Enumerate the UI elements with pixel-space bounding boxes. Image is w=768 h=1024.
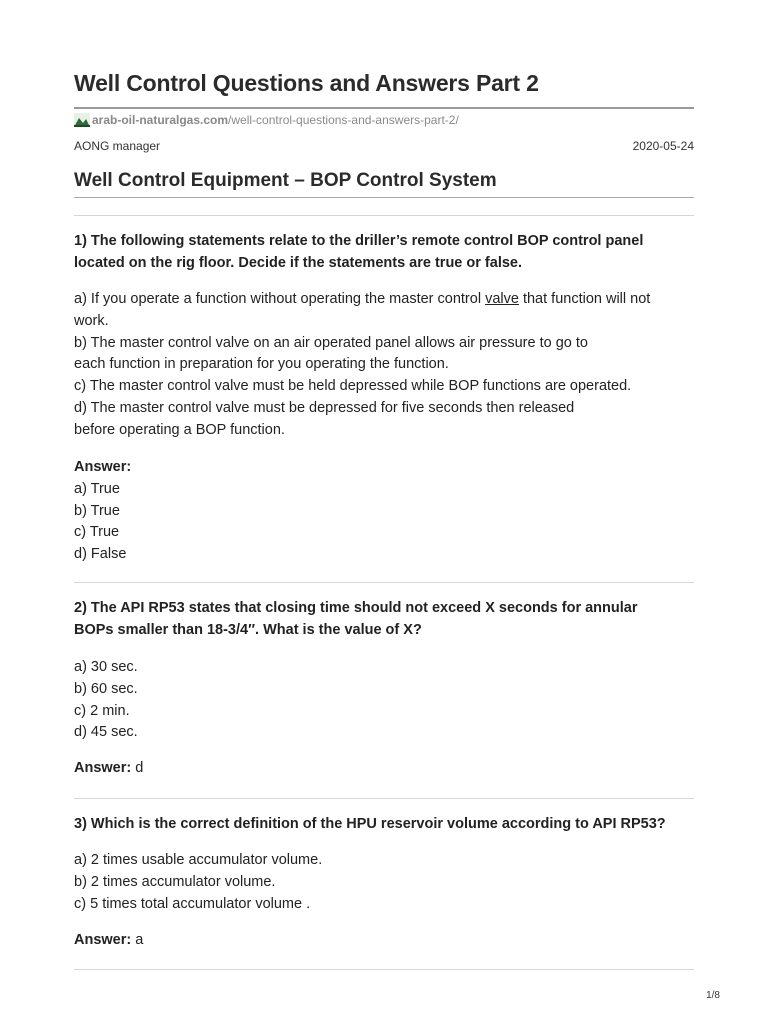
option-a: a) If you operate a function without operating the master control valve that function will not [74,291,651,307]
question-3-answer [74,930,694,952]
publish-date: 2020-05-24 [632,139,694,153]
question-1: 1) The following statements relate to the driller’s remote control BOP control panel located on the rig floor. Decide if the statements are true or false. [74,233,644,271]
divider [74,215,694,216]
page-indicator: 1/8 [706,990,720,1001]
option-b: b) 2 times accumulator volume. [74,873,276,890]
answer-label: Answer: [74,459,132,475]
site-favicon-icon [74,113,90,127]
divider [74,798,694,799]
section-title: Well Control Equipment – BOP Control System [74,170,497,191]
option-b: b) 60 sec. [74,680,138,697]
question-3-options [74,850,694,915]
answer-label: Answer: [74,760,132,776]
divider [74,582,694,583]
title-divider [74,107,694,109]
question-2-answer [74,758,694,780]
answer-label: Answer: [74,932,132,948]
option-c: c) The master control valve must be held depressed while BOP functions are operated. [74,378,632,395]
question-3: 3) Which is the correct definition of the HPU reservoir volume according to API RP53? [74,816,666,832]
question-1-answer: Answer: a) True b) True c) True d) False [74,457,694,566]
question-1-options: a) If you operate a function without operating the master control valve that function will not work. b) The master control valve on an air operated panel allows air pressure to go to each function in preparation for you operating the function. c) The master control valve must be held depressed while BOP functions are operated. d) The master control valve must be depressed for five seconds then released before operating a BOP function. [74,289,694,442]
option-c: c) 5 times total accumulator volume . [74,895,311,912]
valve-link[interactable]: valve [485,291,519,307]
option-d: d) The master control valve must be depressed for five seconds then released [74,399,575,416]
option-a: a) 2 times usable accumulator volume. [74,852,323,868]
section-divider [74,197,694,198]
answer-value: d [131,760,144,776]
source-path: /well-control-questions-and-answers-part-2/ [228,113,459,127]
option-c: c) 2 min. [74,702,130,719]
source-url[interactable] [74,113,459,127]
divider [74,969,694,970]
question-2: 2) The API RP53 states that closing time should not exceed X seconds for annular BOPs smaller than 18-3/4″. What is the value of X? [74,600,638,638]
answer-value: a [131,932,144,948]
option-d: d) 45 sec. [74,724,138,741]
option-a: a) 30 sec. [74,659,138,675]
author: AONG manager [74,139,161,153]
page-title: Well Control Questions and Answers Part 2 [74,70,539,96]
question-2-options [74,657,694,744]
source-domain: arab-oil-naturalgas.com [92,113,229,127]
option-b: b) The master control valve on an air operated panel allows air pressure to go to [74,334,588,351]
